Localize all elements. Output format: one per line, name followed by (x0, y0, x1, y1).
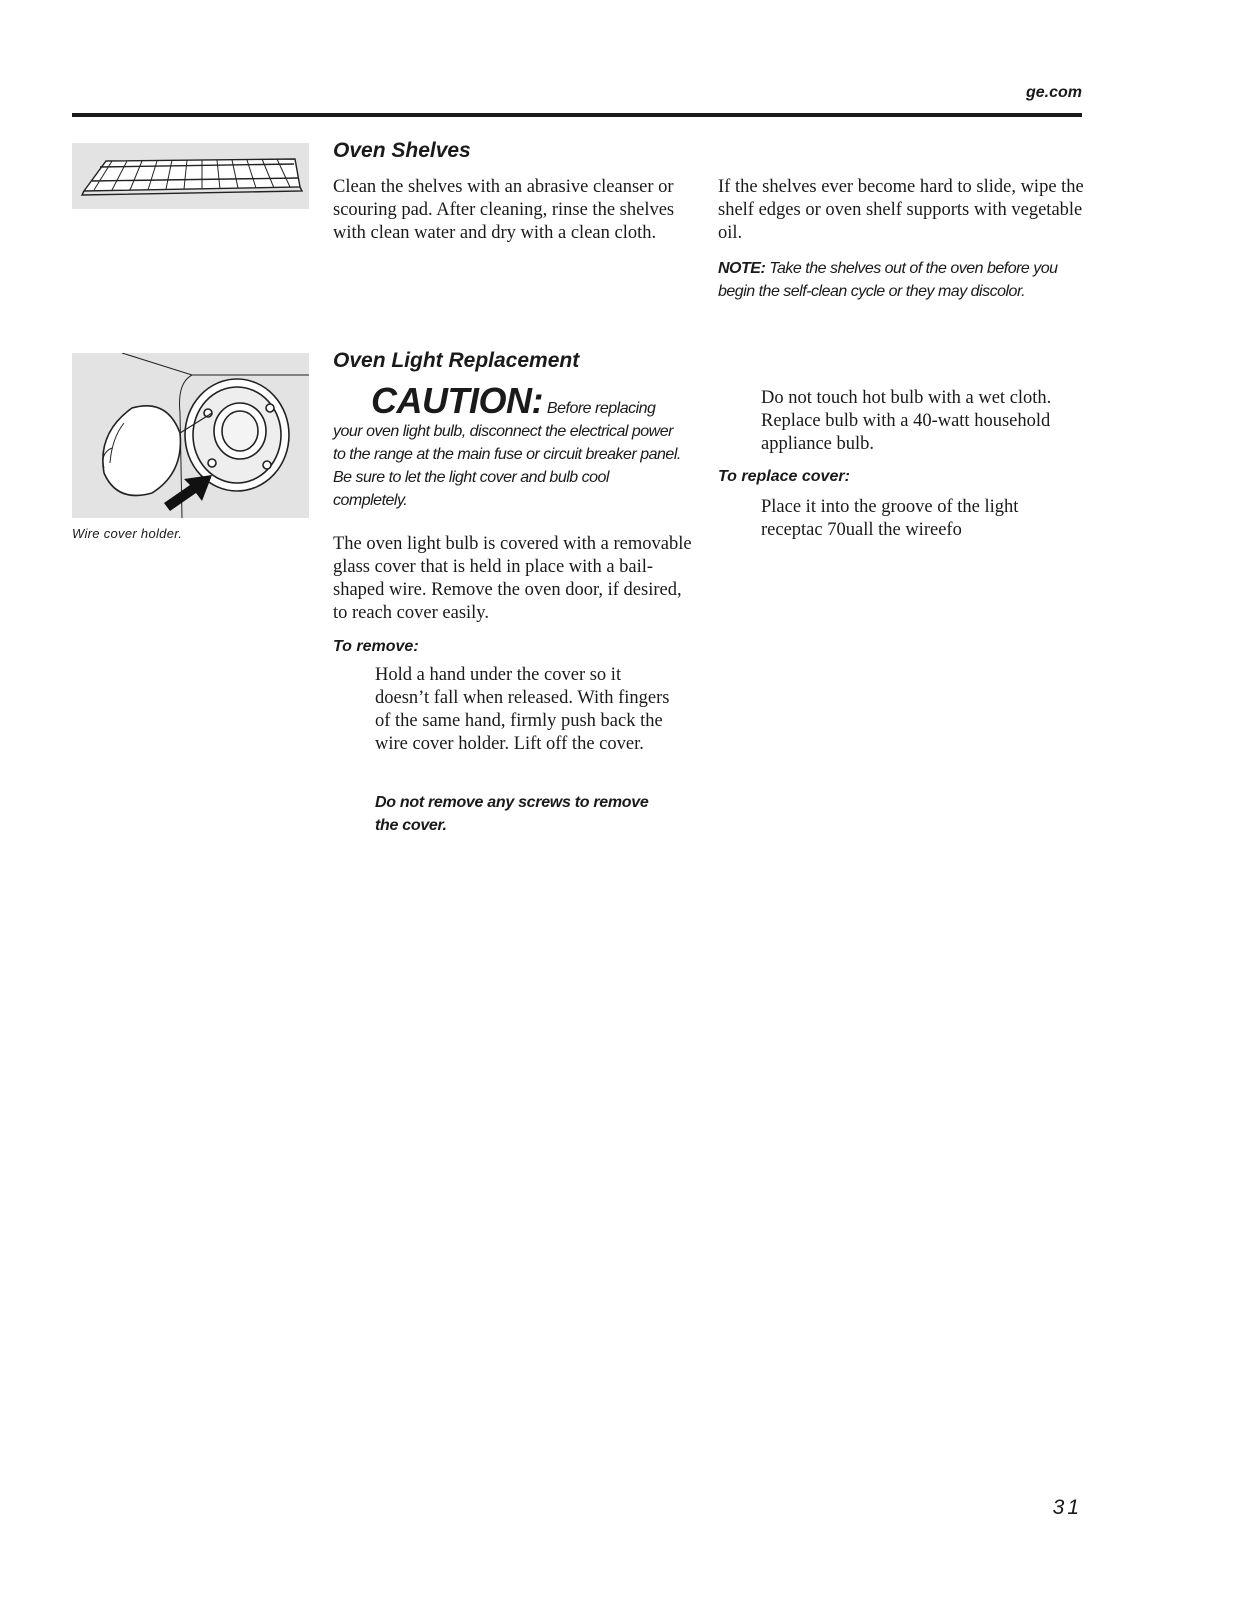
note-text: Take the shelves out of the oven before you begin the self-clean cycle or they may discolor. (718, 260, 1058, 300)
arrow-icon (164, 475, 212, 511)
header-rule (72, 113, 1082, 117)
oven-light-figure (72, 353, 309, 518)
caution-block (333, 380, 685, 512)
oven-shelf-icon (72, 143, 309, 209)
figure-caption: Wire cover holder. (72, 526, 183, 541)
to-replace-instructions: Place it into the groove of the light receptac 70uall the wireefo (761, 497, 1019, 540)
to-remove-heading: To remove: (333, 638, 419, 655)
caution-text: Before replacing your oven light bulb, disconnect the electrical power to the range at the main fuse or circuit breaker panel. Be sure to let the light cover and bulb cool completely. (333, 400, 681, 509)
note-label: NOTE: (718, 260, 766, 277)
oven-shelf-figure (72, 143, 309, 209)
oven-light-cover-icon (72, 353, 309, 518)
screw-warning: Do not remove any screws to remove the cover. (375, 794, 649, 834)
bulb-instructions: Do not touch hot bulb with a wet cloth. Replace bulb with a 40-watt household appliance bulb. (761, 388, 1052, 454)
to-replace-heading: To replace cover: (718, 468, 850, 485)
section-title-oven-light: Oven Light Replacement (333, 349, 580, 372)
shelves-paragraph-1: Clean the shelves with an abrasive cleanser or scouring pad. After cleaning, rinse the shelves with clean water and dry with a clean cloth. (333, 177, 675, 243)
page-number: 31 (1052, 1496, 1082, 1519)
light-paragraph-1: The oven light bulb is covered with a removable glass cover that is held in place with a bail-shaped wire. Remove the oven door, if desired, to reach cover easily. (333, 534, 692, 623)
shelves-paragraph-2: If the shelves ever become hard to slide, wipe the shelf edges or oven shelf supports with vegetable oil. (718, 177, 1084, 243)
site-url: ge.com (1025, 84, 1082, 101)
caution-label: CAUTION: (371, 380, 543, 421)
to-remove-instructions: Hold a hand under the cover so it doesn’t fall when released. With fingers of the same hand, firmly push back the wire cover holder. Lift off the cover. (375, 665, 670, 754)
shelves-note (718, 257, 1088, 303)
section-title-oven-shelves: Oven Shelves (333, 139, 471, 162)
